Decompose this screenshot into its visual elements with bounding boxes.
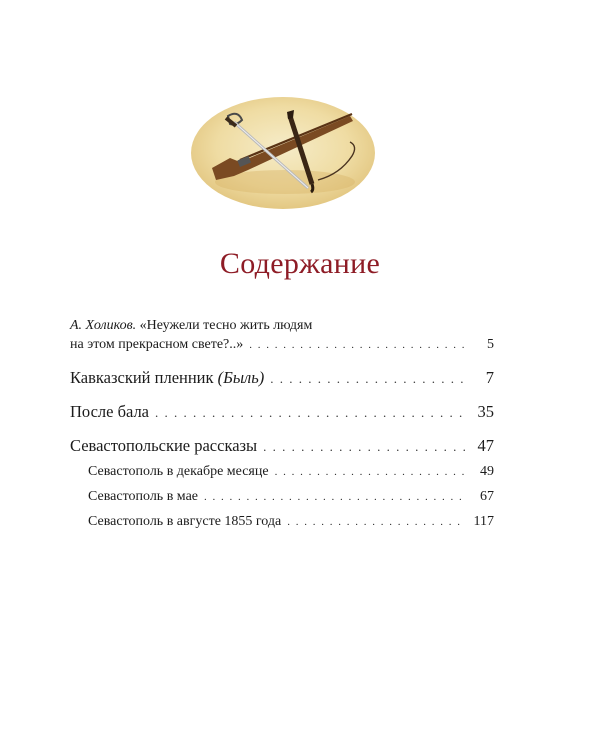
toc-entry-subtitle: (Быль) (217, 368, 265, 387)
leader-dots (275, 463, 466, 482)
toc-entry-page: 47 (477, 436, 494, 455)
toc-entry-page: 5 (487, 337, 494, 352)
toc-entry-title: Кавказский пленник (70, 368, 214, 387)
toc-title: Содержание (219, 247, 381, 280)
toc-entry[interactable] (70, 435, 494, 457)
toc-entry[interactable] (70, 367, 494, 389)
toc-entry-page: 7 (485, 368, 494, 387)
leader-dots (204, 488, 466, 507)
toc-subentry[interactable] (70, 487, 494, 507)
leader-dots (263, 436, 466, 457)
toc-subentry-title: Севастополь в мае (88, 489, 198, 504)
toc-entry-title-line1: «Неужели тесно жить людям (139, 318, 313, 333)
toc-subentry-page: 67 (480, 489, 494, 504)
table-of-contents (70, 316, 494, 532)
toc-subentry[interactable] (70, 462, 494, 482)
leader-dots (249, 336, 466, 355)
leader-dots (270, 368, 466, 389)
toc-subentry-page: 49 (480, 464, 494, 479)
toc-entry-page: 35 (477, 402, 494, 421)
toc-subentry[interactable] (70, 512, 494, 532)
leader-dots (155, 402, 466, 423)
vignette-svg (190, 96, 376, 210)
toc-entry-intro[interactable] (70, 316, 494, 355)
toc-entry-author: А. Холиков. (70, 318, 137, 333)
toc-entry-title: После бала (70, 402, 150, 421)
toc-subentry-title: Севастополь в августе 1855 года (88, 514, 282, 529)
toc-subentry-page: 117 (473, 514, 494, 529)
leader-dots (287, 513, 466, 532)
toc-subentry-title: Севастополь в декабре месяце (88, 464, 269, 479)
toc-entry-title: Севастопольские рассказы (70, 436, 258, 455)
weapons-vignette-illustration (190, 96, 376, 210)
toc-entry-title-line2: на этом прекрасном свете?..» (70, 337, 244, 352)
toc-entry[interactable] (70, 401, 494, 423)
